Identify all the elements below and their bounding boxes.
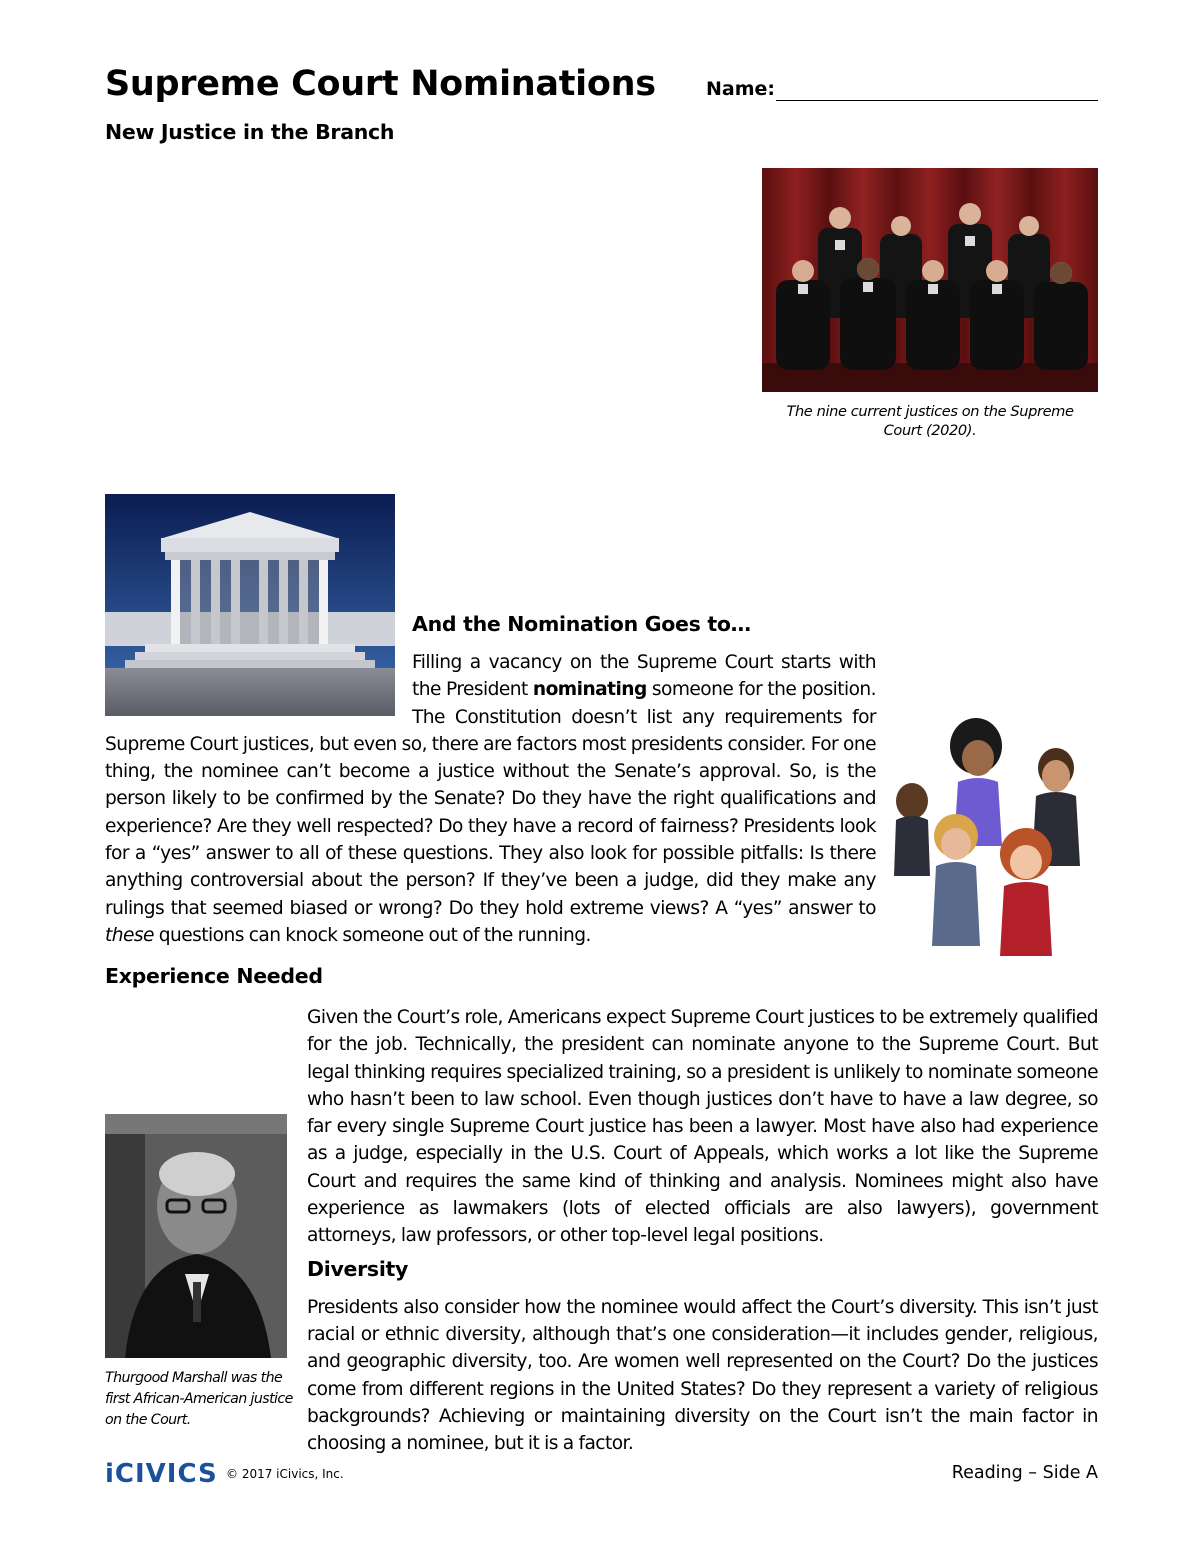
section-nomination	[105, 612, 1098, 953]
page-title: Supreme Court Nominations	[105, 64, 656, 104]
icivics-logo: iCIVICS	[105, 1459, 218, 1489]
justices-caption: The nine current justices on the Supreme Court (2020).	[786, 403, 1074, 439]
copyright-text: © 2017 iCivics, Inc.	[226, 1467, 344, 1481]
name-label: Name:	[706, 78, 776, 100]
cartoon-people-illustration	[886, 716, 1098, 961]
nomination-paragraph: Filling a vacancy on the Supreme Court starts with the President nominating someone for the position. The Constitution doesn’t list any requirements for Supreme Court justices, but even so, there are factors most presidents consider. For one thing, the nominee can’t become a justice without the Senate’s approval. So, is the person likely to be confirmed by the Senate? Do they have the right qualifications and experience? Are they well respected? Do they have a record of fairness? Presidents look for a “yes” answer to all of these questions. They also look for possible pitfalls: Is there anything controversial about the person? If they’ve been a judge, did they make any rulings that seemed biased or wrong? Do they hold extreme views? A “yes” answer to these questions can knock someone out of the running.	[105, 652, 876, 946]
section-heading-experience: Experience Needed	[105, 964, 323, 988]
justices-figure	[758, 160, 1098, 450]
section-heading-diversity: Diversity	[307, 1256, 409, 1281]
section-experience	[105, 1004, 1098, 1457]
thurgood-marshall-figure	[105, 1114, 295, 1446]
name-field-line[interactable]	[776, 100, 1098, 101]
thurgood-marshall-caption: Thurgood Marshall was the first African-American justice on the Court.	[105, 1370, 293, 1428]
page-side-label: Reading – Side A	[951, 1463, 1098, 1483]
section-heading-new-justice: New Justice in the Branch	[105, 120, 395, 144]
experience-paragraph: Given the Court’s role, Americans expect Supreme Court justices to be extremely qualified for the job. Technically, the president can nominate anyone to the Supreme Court. But legal thinking requires specialized training, so a president is unlikely to nominate someone who hasn’t been to law school. Even though justices don’t have to have a law degree, so far every single Supreme Court justice has been a lawyer. Most have also had experience as a judge, especially in the U.S. Court of Appeals, which works a lot like the Supreme Court and requires the same kind of thinking and analysis. Nominees might also have experience as lawmakers (lots of elected officials are also lawyers), government attorneys, law professors, or other top-level legal positions.	[307, 1007, 1098, 1247]
cartoon-people-figure	[886, 720, 1098, 953]
thurgood-marshall-photo	[105, 1114, 287, 1358]
diversity-paragraph: Presidents also consider how the nominee would affect the Court’s diversity. This isn’t just racial or ethnic diversity, although that’s one consideration—it includes gender, religious, and geographic diversity, too. Are women well represented on the Court? Do the justices come from different regions in the United States? Do they represent a variety of religious backgrounds? Achieving or maintaining diversity on the Court isn’t the main factor in choosing a nominee, but it is a factor.	[307, 1296, 1098, 1455]
justices-photo	[762, 168, 1098, 392]
section-heading-nomination: And the Nomination Goes to…	[412, 612, 751, 636]
